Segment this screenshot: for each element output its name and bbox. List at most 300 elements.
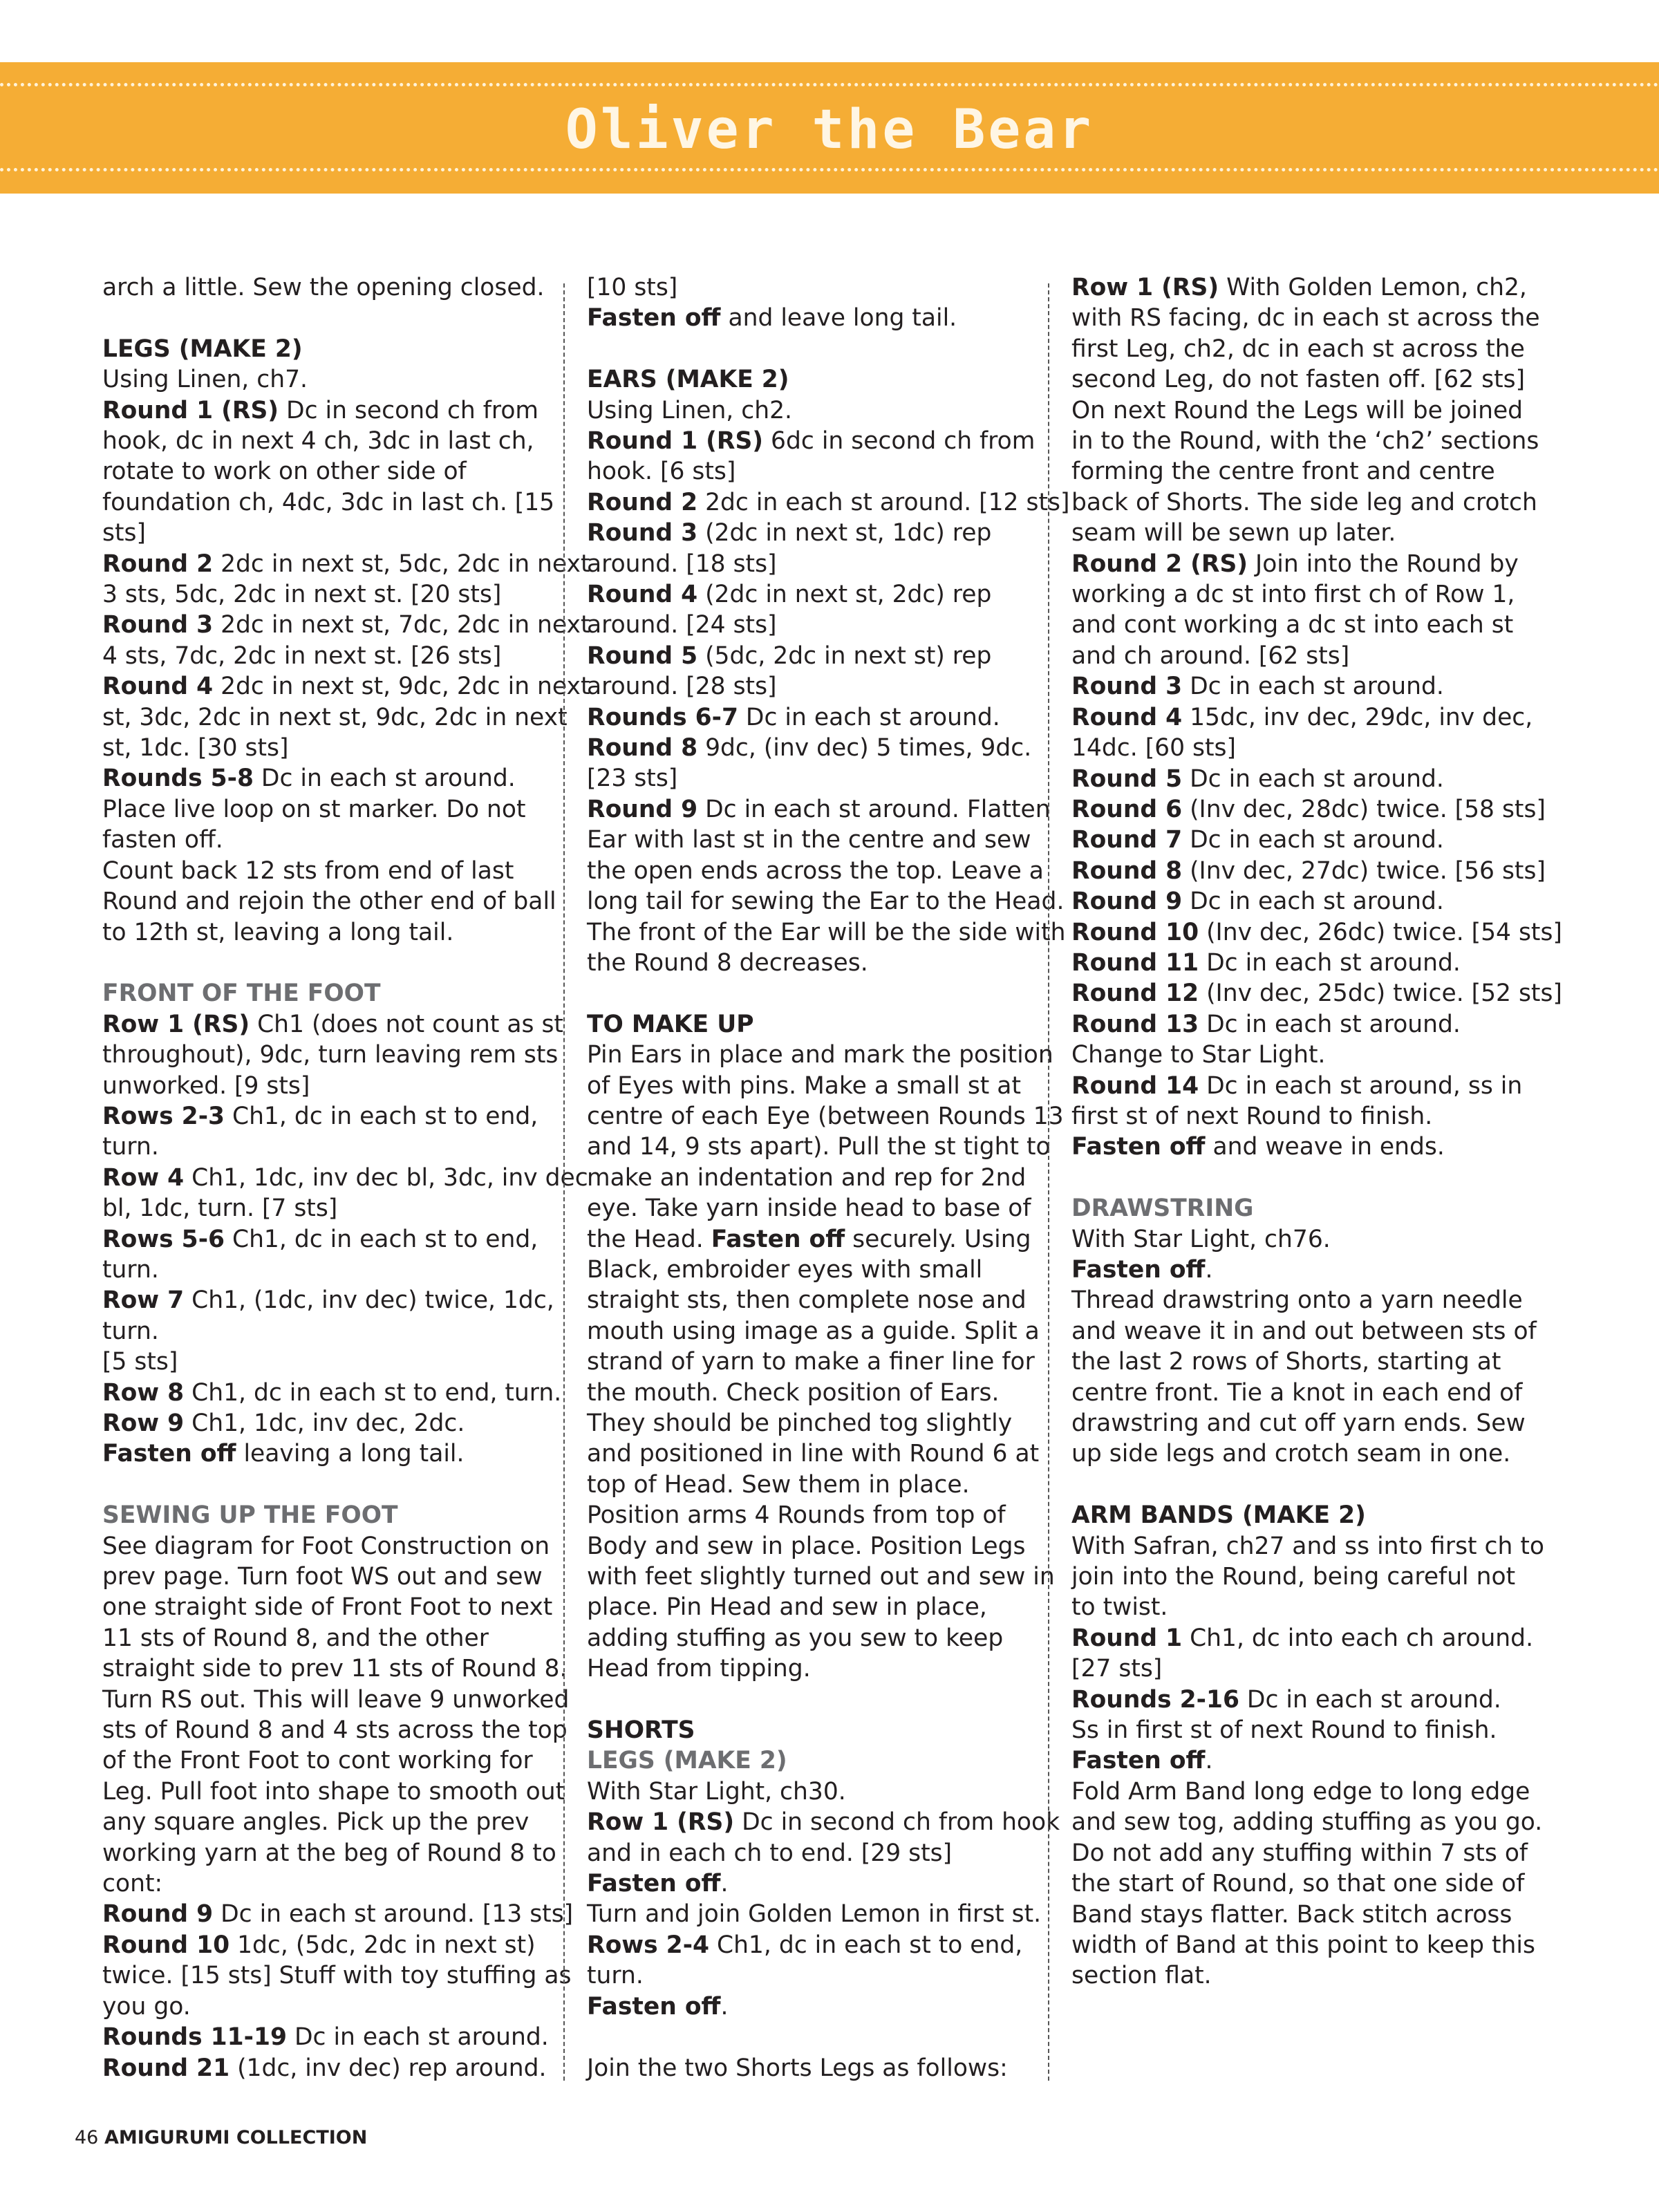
line-text: sts] bbox=[102, 519, 146, 547]
line-text: long tail for sewing the Ear to the Head. bbox=[587, 888, 1065, 916]
line-text: you go. bbox=[102, 1992, 191, 2021]
text-column-2 bbox=[587, 272, 1069, 2083]
text-line bbox=[102, 272, 590, 303]
paragraph-gap bbox=[587, 1685, 1069, 1715]
line-text: first Leg, ch2, dc in each st across the bbox=[1071, 335, 1525, 363]
line-text: to twist. bbox=[1071, 1593, 1168, 1622]
step-label: Rounds 2-16 bbox=[1071, 1685, 1239, 1714]
line-text: Using Linen, ch2. bbox=[587, 396, 792, 424]
paragraph-gap bbox=[1071, 1470, 1562, 1500]
line-text: turn. bbox=[102, 1133, 159, 1161]
text-line bbox=[587, 1899, 1069, 1929]
line-text: Place live loop on st marker. Do not bbox=[102, 795, 526, 823]
text-line bbox=[102, 794, 590, 825]
line-text: 11 sts of Round 8, and the other bbox=[102, 1624, 489, 1652]
step-text: Dc in each st around. bbox=[1199, 948, 1461, 977]
section-heading bbox=[587, 1715, 1069, 1745]
step-label: Round 1 (RS) bbox=[102, 396, 279, 424]
text-line bbox=[1071, 1438, 1562, 1469]
line-text: On next Round the Legs will be joined bbox=[1071, 396, 1524, 424]
step-text: 2dc in each st around. [12 sts] bbox=[697, 488, 1070, 516]
line-text: eye. Take yarn inside head to base of bbox=[587, 1194, 1031, 1223]
step-label: Rows 2-4 bbox=[587, 1931, 710, 1959]
line-text: straight side to prev 11 sts of Round 8. bbox=[102, 1655, 568, 1683]
line-text: and 14, 9 sts apart). Pull the st tight to bbox=[587, 1133, 1051, 1161]
paragraph-gap bbox=[587, 978, 1069, 1009]
paragraph-gap bbox=[587, 2022, 1069, 2052]
text-line bbox=[1071, 1960, 1562, 1991]
text-line bbox=[587, 1531, 1069, 1562]
step-label: Round 2 (RS) bbox=[1071, 550, 1248, 578]
instruction-line bbox=[102, 610, 590, 640]
line-text: Turn RS out. This will leave 9 unworked bbox=[102, 1685, 570, 1714]
text-line bbox=[102, 1592, 590, 1622]
step-label: Rounds 6-7 bbox=[587, 703, 738, 731]
line-text: the mouth. Check position of Ears. bbox=[587, 1378, 1000, 1407]
step-text: . bbox=[1205, 1255, 1213, 1284]
step-text: Ch1, dc in each st to end, bbox=[225, 1225, 538, 1253]
text-line bbox=[587, 1653, 1069, 1684]
instruction-line bbox=[587, 702, 1069, 733]
line-text: [5 sts] bbox=[102, 1348, 178, 1376]
text-line bbox=[102, 1255, 590, 1285]
instruction-line bbox=[587, 426, 1069, 456]
line-text: Join the two Shorts Legs as follows: bbox=[587, 2054, 1008, 2082]
text-line bbox=[1071, 1838, 1562, 1868]
step-text: 2dc in next st, 5dc, 2dc in next bbox=[213, 550, 590, 578]
text-line bbox=[587, 2053, 1069, 2083]
instruction-line bbox=[1071, 1623, 1562, 1653]
text-line bbox=[102, 886, 590, 917]
line-text: 14dc. [60 sts] bbox=[1071, 734, 1236, 762]
line-text: centre of each Eye (between Rounds 13 bbox=[587, 1102, 1064, 1130]
step-label: Round 2 bbox=[102, 550, 214, 578]
text-line bbox=[587, 456, 1069, 487]
column-divider bbox=[1048, 283, 1049, 2081]
text-line bbox=[587, 1040, 1069, 1070]
line-text: Change to Star Light. bbox=[1071, 1041, 1326, 1069]
line-text: foundation ch, 4dc, 3dc in last ch. [15 bbox=[102, 488, 555, 516]
line-text: [10 sts] bbox=[587, 274, 678, 301]
step-label: Round 5 bbox=[1071, 765, 1183, 793]
line-text: securely. Using bbox=[845, 1225, 1031, 1253]
text-line bbox=[102, 733, 590, 763]
text-line bbox=[1071, 610, 1562, 640]
line-text: and positioned in line with Round 6 at bbox=[587, 1440, 1040, 1468]
step-text: and leave long tail. bbox=[720, 304, 957, 332]
step-label: Fasten off bbox=[587, 304, 721, 332]
step-text: Ch1, dc in each st to end, turn. bbox=[184, 1378, 562, 1407]
line-text: straight sts, then complete nose and bbox=[587, 1286, 1027, 1315]
step-label: Fasten off bbox=[102, 1440, 236, 1468]
text-line bbox=[1071, 1777, 1562, 1807]
step-text: (Inv dec, 28dc) twice. [58 sts] bbox=[1182, 795, 1546, 823]
line-text: working yarn at the beg of Round 8 to bbox=[102, 1839, 556, 1867]
line-text: in to the Round, with the ‘ch2’ sections bbox=[1071, 427, 1539, 456]
text-line bbox=[102, 1807, 590, 1837]
step-text: and weave in ends. bbox=[1205, 1133, 1445, 1161]
text-line bbox=[1071, 1101, 1562, 1132]
text-line bbox=[1071, 1408, 1562, 1438]
step-text: 2dc in next st, 9dc, 2dc in next bbox=[213, 673, 590, 701]
step-text: (1dc, inv dec) rep around. bbox=[229, 2054, 547, 2082]
step-label: Row 9 bbox=[102, 1409, 185, 1437]
line-text: make an indentation and rep for 2nd bbox=[587, 1163, 1027, 1192]
line-text: twice. [15 sts] Stuff with toy stuffing as bbox=[102, 1962, 572, 1990]
instruction-line bbox=[587, 1807, 1069, 1837]
line-text: 4 sts, 7dc, 2dc in next st. [26 sts] bbox=[102, 641, 502, 670]
step-label: Round 10 bbox=[102, 1931, 230, 1959]
text-line bbox=[587, 1316, 1069, 1347]
text-line bbox=[1071, 1531, 1562, 1562]
text-line bbox=[102, 641, 590, 671]
text-line bbox=[1071, 487, 1562, 518]
subheading-text: LEGS (MAKE 2) bbox=[587, 1747, 787, 1775]
line-text: the start of Round, so that one side of bbox=[1071, 1870, 1525, 1898]
step-label: Round 5 bbox=[587, 641, 698, 670]
paragraph-gap bbox=[587, 334, 1069, 364]
step-label: Rounds 11-19 bbox=[102, 2023, 287, 2052]
text-line bbox=[102, 1715, 590, 1745]
instruction-line bbox=[1071, 948, 1562, 978]
line-text: join into the Round, being careful not bbox=[1071, 1563, 1516, 1591]
text-line bbox=[1071, 1715, 1562, 1745]
instruction-line bbox=[102, 763, 590, 794]
text-line bbox=[102, 1040, 590, 1070]
line-text: and weave it in and out between sts of bbox=[1071, 1317, 1537, 1345]
step-label: Row 1 (RS) bbox=[1071, 274, 1219, 301]
step-label: Fasten off bbox=[1071, 1133, 1206, 1161]
line-text: cont: bbox=[102, 1870, 163, 1898]
text-column-3 bbox=[1071, 272, 1562, 1991]
text-line bbox=[102, 364, 590, 395]
step-text: 6dc in second ch from bbox=[763, 427, 1035, 456]
instruction-line bbox=[587, 1991, 1069, 2022]
line-text: place. Pin Head and sew in place, bbox=[587, 1593, 987, 1622]
step-text: . bbox=[1205, 1747, 1213, 1775]
text-line bbox=[102, 1991, 590, 2022]
step-label: Round 11 bbox=[1071, 948, 1199, 977]
instruction-line bbox=[102, 1101, 590, 1132]
line-text: any square angles. Pick up the prev bbox=[102, 1808, 529, 1837]
text-line bbox=[102, 1193, 590, 1224]
text-line bbox=[587, 1838, 1069, 1868]
line-text: top of Head. Sew them in place. bbox=[587, 1470, 970, 1499]
line-text: around. [28 sts] bbox=[587, 673, 777, 701]
step-text: Dc in second ch from bbox=[279, 396, 539, 424]
text-line bbox=[1071, 518, 1562, 548]
text-line bbox=[1071, 1653, 1562, 1684]
instruction-line bbox=[1071, 794, 1562, 825]
banner-stitch-bottom bbox=[0, 168, 1659, 171]
instruction-line bbox=[1071, 1255, 1562, 1285]
step-label: Round 12 bbox=[1071, 980, 1199, 1008]
step-label: Round 3 bbox=[587, 519, 698, 547]
step-label: Round 6 bbox=[1071, 795, 1183, 823]
instruction-line bbox=[587, 794, 1069, 825]
step-label: Round 8 bbox=[587, 734, 698, 762]
text-line bbox=[102, 1868, 590, 1899]
section-heading bbox=[102, 334, 590, 364]
step-text: . bbox=[720, 1870, 729, 1898]
line-text: Fold Arm Band long edge to long edge bbox=[1071, 1777, 1530, 1806]
line-text: up side legs and crotch seam in one. bbox=[1071, 1440, 1511, 1468]
heading-text: EARS (MAKE 2) bbox=[587, 366, 789, 394]
text-line bbox=[587, 1438, 1069, 1469]
step-text: 9dc, (inv dec) 5 times, 9dc. bbox=[697, 734, 1032, 762]
instruction-line bbox=[587, 303, 1069, 333]
line-text: They should be pinched tog slightly bbox=[587, 1409, 1013, 1437]
instruction-line bbox=[1071, 978, 1562, 1009]
instruction-line bbox=[1071, 917, 1562, 948]
section-heading bbox=[1071, 1500, 1562, 1530]
instruction-line bbox=[1071, 671, 1562, 702]
text-line bbox=[587, 917, 1069, 948]
instruction-line bbox=[102, 1009, 590, 1040]
step-text: Dc in each st around. bbox=[1182, 888, 1444, 916]
instruction-line bbox=[1071, 1071, 1562, 1101]
line-text: turn. bbox=[102, 1255, 159, 1284]
text-line bbox=[1071, 456, 1562, 487]
line-text: The front of the Ear will be the side with bbox=[587, 918, 1066, 946]
instruction-line bbox=[102, 549, 590, 579]
text-line bbox=[587, 1378, 1069, 1408]
text-line bbox=[587, 1163, 1069, 1193]
instruction-line bbox=[102, 1378, 590, 1408]
instruction-line bbox=[102, 1408, 590, 1438]
text-line bbox=[1071, 1347, 1562, 1377]
column-divider bbox=[563, 283, 565, 2081]
text-line bbox=[1071, 395, 1562, 426]
step-text: Ch1, 1dc, inv dec bl, 3dc, inv dec bbox=[184, 1163, 588, 1192]
text-line bbox=[102, 1745, 590, 1776]
step-label: Fasten off bbox=[587, 1870, 721, 1898]
step-label: Fasten off bbox=[587, 1992, 721, 2021]
instruction-line bbox=[102, 1438, 590, 1469]
line-text: Black, embroider eyes with small bbox=[587, 1255, 983, 1284]
line-text: around. [18 sts] bbox=[587, 550, 777, 578]
step-text: Dc in each st around. bbox=[286, 2023, 549, 2052]
text-line bbox=[1071, 1285, 1562, 1315]
text-line bbox=[102, 1347, 590, 1377]
instruction-line bbox=[1071, 702, 1562, 733]
text-line bbox=[1071, 1807, 1562, 1837]
text-line bbox=[1071, 1224, 1562, 1255]
instruction-line bbox=[587, 487, 1069, 518]
step-label: Rows 2-3 bbox=[102, 1102, 225, 1130]
text-line bbox=[587, 1071, 1069, 1101]
step-label: Round 1 (RS) bbox=[587, 427, 764, 456]
line-text: first st of next Round to finish. bbox=[1071, 1102, 1433, 1130]
line-text: and sew tog, adding stuffing as you go. bbox=[1071, 1808, 1543, 1837]
subheading-text: SEWING UP THE FOOT bbox=[102, 1501, 398, 1530]
text-line bbox=[587, 272, 1069, 303]
instruction-line bbox=[1071, 1132, 1562, 1162]
step-text: With Golden Lemon, ch2, bbox=[1219, 274, 1527, 301]
instruction-line bbox=[587, 1868, 1069, 1899]
heading-text: ARM BANDS (MAKE 2) bbox=[1071, 1501, 1366, 1530]
text-line bbox=[102, 1623, 590, 1653]
step-text: leaving a long tail. bbox=[236, 1440, 465, 1468]
subsection-heading bbox=[1071, 1193, 1562, 1224]
step-text: Ch1, (1dc, inv dec) twice, 1dc, bbox=[184, 1286, 554, 1315]
instruction-line bbox=[102, 1163, 590, 1193]
line-text: with RS facing, dc in each st across the bbox=[1071, 304, 1540, 332]
line-text: Thread drawstring onto a yarn needle bbox=[1071, 1286, 1523, 1315]
line-text: Count back 12 sts from end of last bbox=[102, 856, 514, 885]
instruction-line bbox=[102, 1285, 590, 1315]
step-text: (5dc, 2dc in next st) rep bbox=[697, 641, 992, 670]
step-label: Row 1 (RS) bbox=[102, 1010, 250, 1038]
line-text: turn. bbox=[587, 1962, 644, 1990]
step-text: (Inv dec, 25dc) twice. [52 sts] bbox=[1199, 980, 1562, 1008]
text-line bbox=[102, 825, 590, 855]
instruction-line bbox=[102, 2053, 590, 2083]
text-line bbox=[587, 825, 1069, 855]
step-label: Row 8 bbox=[102, 1378, 185, 1407]
paragraph-gap bbox=[1071, 1163, 1562, 1193]
step-text: Ch1, dc in each st to end, bbox=[709, 1931, 1023, 1959]
line-text: With Star Light, ch76. bbox=[1071, 1225, 1331, 1253]
paragraph-gap bbox=[102, 303, 590, 333]
text-line bbox=[587, 1193, 1069, 1224]
paragraph-gap bbox=[102, 948, 590, 978]
text-line bbox=[587, 1255, 1069, 1285]
step-text: 15dc, inv dec, 29dc, inv dec, bbox=[1182, 703, 1533, 731]
line-text: around. [24 sts] bbox=[587, 611, 777, 639]
step-label: Round 14 bbox=[1071, 1071, 1199, 1100]
step-label: Round 1 bbox=[1071, 1624, 1183, 1652]
step-text: . bbox=[720, 1992, 729, 2021]
instruction-line bbox=[587, 579, 1069, 610]
step-text: Dc in each st around. bbox=[1239, 1685, 1501, 1714]
instruction-line bbox=[102, 395, 590, 426]
text-line bbox=[587, 1623, 1069, 1653]
subsection-heading bbox=[102, 1500, 590, 1530]
step-label: Round 21 bbox=[102, 2054, 230, 2082]
step-text: (Inv dec, 27dc) twice. [56 sts] bbox=[1182, 856, 1546, 885]
step-text: (Inv dec, 26dc) twice. [54 sts] bbox=[1199, 918, 1562, 946]
step-label: Round 3 bbox=[1071, 673, 1183, 701]
step-text: Ch1 (does not count as st bbox=[250, 1010, 563, 1038]
step-text: Dc in each st around. bbox=[738, 703, 1000, 731]
text-line bbox=[1071, 641, 1562, 671]
line-text: strand of yarn to make a finer line for bbox=[587, 1348, 1035, 1376]
text-line bbox=[1071, 1378, 1562, 1408]
step-label: Round 4 bbox=[587, 581, 698, 609]
text-line bbox=[102, 917, 590, 948]
step-label: Round 2 bbox=[587, 488, 698, 516]
text-line bbox=[1071, 1900, 1562, 1930]
line-text: and cont working a dc st into each st bbox=[1071, 611, 1514, 639]
step-label: Round 9 bbox=[1071, 888, 1183, 916]
text-line bbox=[102, 1316, 590, 1347]
instruction-line bbox=[1071, 1745, 1562, 1776]
step-label: Round 10 bbox=[1071, 918, 1199, 946]
step-text: Dc in each st around. bbox=[1182, 673, 1444, 701]
text-line bbox=[587, 1562, 1069, 1592]
step-label: Round 9 bbox=[102, 1900, 214, 1929]
line-text: hook. [6 sts] bbox=[587, 458, 736, 486]
step-label: Round 9 bbox=[587, 795, 698, 823]
heading-text: TO MAKE UP bbox=[587, 1010, 754, 1038]
section-heading bbox=[587, 1009, 1069, 1040]
text-line bbox=[102, 518, 590, 548]
text-line bbox=[1071, 579, 1562, 610]
instruction-line bbox=[587, 1224, 1069, 1255]
instruction-line bbox=[1071, 549, 1562, 579]
line-text: Turn and join Golden Lemon in first st. bbox=[587, 1900, 1042, 1929]
text-line bbox=[1071, 1040, 1562, 1070]
line-text: Body and sew in place. Position Legs bbox=[587, 1532, 1026, 1560]
line-text: Pin Ears in place and mark the position bbox=[587, 1041, 1053, 1069]
text-line bbox=[102, 487, 590, 518]
step-text: Dc in each st around, ss in bbox=[1199, 1071, 1523, 1100]
line-text: bl, 1dc, turn. [7 sts] bbox=[102, 1194, 338, 1223]
text-line bbox=[587, 856, 1069, 886]
text-line bbox=[587, 948, 1069, 978]
line-text: rotate to work on other side of bbox=[102, 458, 467, 486]
step-label: Rounds 5-8 bbox=[102, 765, 254, 793]
line-text: st, 3dc, 2dc in next st, 9dc, 2dc in next bbox=[102, 703, 568, 731]
text-line bbox=[102, 856, 590, 886]
line-text: working a dc st into first ch of Row 1, bbox=[1071, 581, 1515, 609]
line-text: the Head. bbox=[587, 1225, 711, 1253]
line-text: adding stuffing as you sew to keep bbox=[587, 1624, 1004, 1652]
text-line bbox=[587, 1777, 1069, 1807]
subsection-heading bbox=[102, 978, 590, 1009]
step-text: (2dc in next st, 2dc) rep bbox=[697, 581, 992, 609]
line-text: With Star Light, ch30. bbox=[587, 1777, 846, 1806]
line-text: Leg. Pull foot into shape to smooth out bbox=[102, 1777, 565, 1806]
text-line bbox=[102, 1685, 590, 1715]
text-line bbox=[1071, 1562, 1562, 1592]
line-text: of Eyes with pins. Make a small st at bbox=[587, 1071, 1021, 1100]
instruction-line bbox=[102, 1224, 590, 1255]
publication-title: AMIGURUMI COLLECTION bbox=[104, 2127, 368, 2148]
text-line bbox=[1071, 1868, 1562, 1899]
instruction-line bbox=[587, 518, 1069, 548]
step-label: Round 13 bbox=[1071, 1010, 1199, 1038]
line-text: centre front. Tie a knot in each end of bbox=[1071, 1378, 1523, 1407]
bold-term: Fasten off bbox=[711, 1225, 845, 1253]
instruction-line bbox=[587, 733, 1069, 763]
step-label: Row 1 (RS) bbox=[587, 1808, 735, 1837]
line-text: mouth using image as a guide. Split a bbox=[587, 1317, 1040, 1345]
line-text: arch a little. Sew the opening closed. bbox=[102, 274, 545, 301]
instruction-line bbox=[1071, 856, 1562, 886]
text-column-1 bbox=[102, 272, 590, 2083]
heading-text: SHORTS bbox=[587, 1716, 695, 1745]
instruction-line bbox=[1071, 1685, 1562, 1715]
step-text: Join into the Round by bbox=[1248, 550, 1519, 578]
line-text: drawstring and cut off yarn ends. Sew bbox=[1071, 1409, 1526, 1438]
line-text: and in each ch to end. [29 sts] bbox=[587, 1839, 953, 1867]
step-label: Row 7 bbox=[102, 1286, 185, 1315]
page-number: 46 bbox=[75, 2127, 99, 2148]
text-line bbox=[1071, 303, 1562, 333]
text-line bbox=[1071, 1592, 1562, 1622]
step-text: Dc in second ch from hook bbox=[734, 1808, 1060, 1837]
line-text: the Round 8 decreases. bbox=[587, 948, 868, 977]
instruction-line bbox=[587, 641, 1069, 671]
instruction-line bbox=[1071, 825, 1562, 855]
line-text: sts of Round 8 and 4 sts across the top bbox=[102, 1716, 568, 1745]
text-line bbox=[102, 1562, 590, 1592]
text-line bbox=[102, 456, 590, 487]
line-text: fasten off. bbox=[102, 826, 223, 854]
text-line bbox=[102, 1071, 590, 1101]
